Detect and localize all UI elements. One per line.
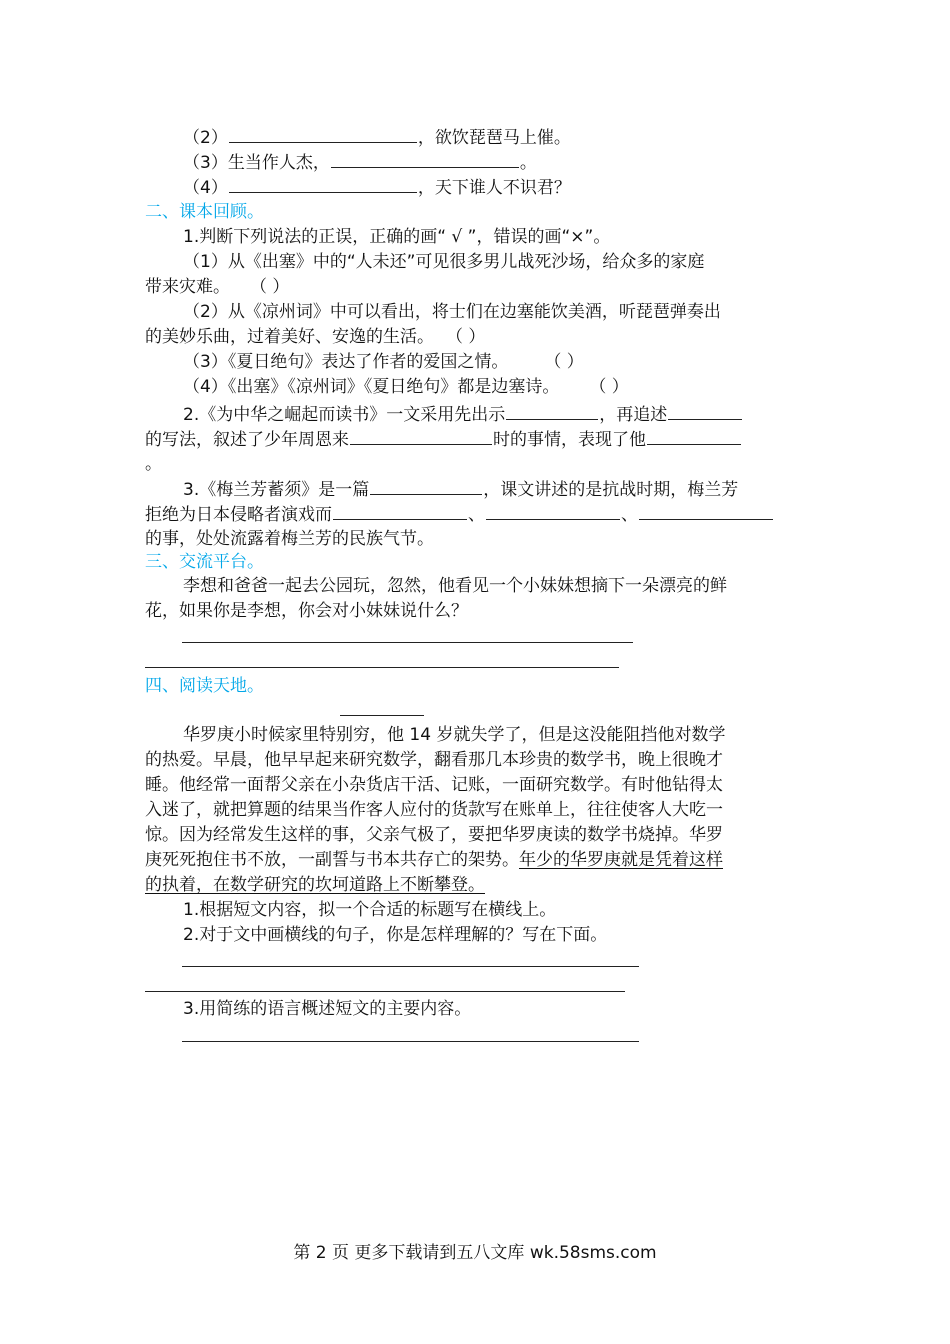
q1-item-2-line2: 的美妙乐曲，过着美好、安逸的生活。 （ ） [145,327,486,347]
q1-item-3: （3）《夏日绝句》表达了作者的爱国之情。 （ ） [183,352,584,372]
q1-item-1-line1: （1）从《出塞》中的“人未还”可见很多男儿战死沙场，给众多的家庭 [183,252,705,272]
answer-line[interactable] [145,667,619,668]
answer-line[interactable] [182,642,633,643]
poem-item-4: （4） ，天下谁人不识君？ [183,175,571,200]
q1-item-1-line2: 带来灾难。 （ ） [145,277,290,297]
q1-item-4: （4）《出塞》《凉州词》《夏日绝句》都是边塞诗。 （ ） [183,377,629,397]
section-heading-review: 二、课本回顾。 [145,202,264,222]
reading-question-3: 3.用简练的语言概述短文的主要内容。 [183,999,472,1019]
passage-line-7 [145,873,485,897]
answer-blank[interactable] [229,125,417,143]
answer-blank[interactable] [370,477,482,495]
passage-line-1: 华罗庚小时候家里特别穷，他 14 岁就失学了，但是这没能阻挡他对数学 [183,725,726,745]
q2-line1: 2.《为中华之崛起而读书》一文采用先出示 ，再追述 [183,402,743,427]
answer-blank[interactable] [506,402,598,420]
page-footer: 第 2 页 更多下载请到五八文库 wk.58sms.com [293,1243,657,1263]
answer-parentheses[interactable]: （ ） [446,327,486,347]
reading-question-2: 2.对于文中画横线的句子，你是怎样理解的？写在下面。 [183,925,608,945]
answer-blank[interactable] [668,402,742,420]
q1-prompt: 1.判断下列说法的正误，正确的画“ √ ”，错误的画“×”。 [183,227,611,247]
q3-line1: 3.《梅兰芳蓄须》是一篇 ，课文讲述的是抗战时期，梅兰芳 [183,477,738,502]
q3-line3: 的事，处处流露着梅兰芳的民族气节。 [145,529,434,549]
answer-blank[interactable] [333,502,467,520]
reading-question-1: 1.根据短文内容，拟一个合适的标题写在横线上。 [183,900,557,920]
passage-line-5: 惊。因为经常发生这样的事，父亲气极了，要把华罗庚读的数学书烧掉。华罗 [145,825,723,845]
answer-blank[interactable] [229,175,417,193]
q3-line2: 拒绝为日本侵略者演戏而 、 、 [145,502,774,527]
poem-item-2: （2） ，欲饮琵琶马上催。 [183,125,571,150]
title-blank[interactable] [340,715,424,716]
answer-parentheses[interactable]: （ ） [544,352,584,372]
passage-line-4: 入迷了，就把算题的结果当作客人应付的货款写在账单上，往往使客人大吃一 [145,800,723,820]
answer-blank[interactable] [331,150,519,168]
section-heading-reading: 四、阅读天地。 [145,676,264,696]
answer-blank[interactable] [647,427,741,445]
passage-line-3: 睡。他经常一面帮父亲在小杂货店干活、记账，一面研究数学。有时他钻得太 [145,775,723,795]
underlined-sentence: 年少的华罗庚就是凭着这样 [519,850,723,870]
discussion-prompt-line1: 李想和爸爸一起去公园玩，忽然，他看见一个小妹妹想摘下一朵漂亮的鲜 [183,576,727,596]
answer-blank[interactable] [486,502,620,520]
answer-blank[interactable] [350,427,492,445]
answer-blank[interactable] [639,502,773,520]
q1-item-2-line1: （2）从《凉州词》中可以看出，将士们在边塞能饮美酒，听琵琶弹奏出 [183,302,721,322]
passage-line-2: 的热爱。早晨，他早早起来研究数学，翻看那几本珍贵的数学书，晚上很晚才 [145,750,723,770]
answer-line[interactable] [182,1041,639,1042]
section-heading-discussion: 三、交流平台。 [145,552,264,572]
answer-parentheses[interactable]: （ ） [250,277,290,297]
answer-parentheses[interactable]: （ ） [589,377,629,397]
answer-line[interactable] [182,966,639,967]
answer-line[interactable] [145,991,625,992]
underlined-sentence: 的执着，在数学研究的坎坷道路上不断攀登。 [145,875,485,895]
q2-line3: 。 [145,454,162,474]
q2-line2: 的写法，叙述了少年周恩来 时的事情，表现了他 [145,427,742,452]
discussion-prompt-line2: 花，如果你是李想，你会对小妹妹说什么？ [145,601,468,621]
passage-line-6: 庚死死抱住书不放，一副誓与书本共存亡的架势。年少的华罗庚就是凭着这样 [145,850,723,870]
poem-item-3: （3）生当作人杰， 。 [183,150,537,175]
